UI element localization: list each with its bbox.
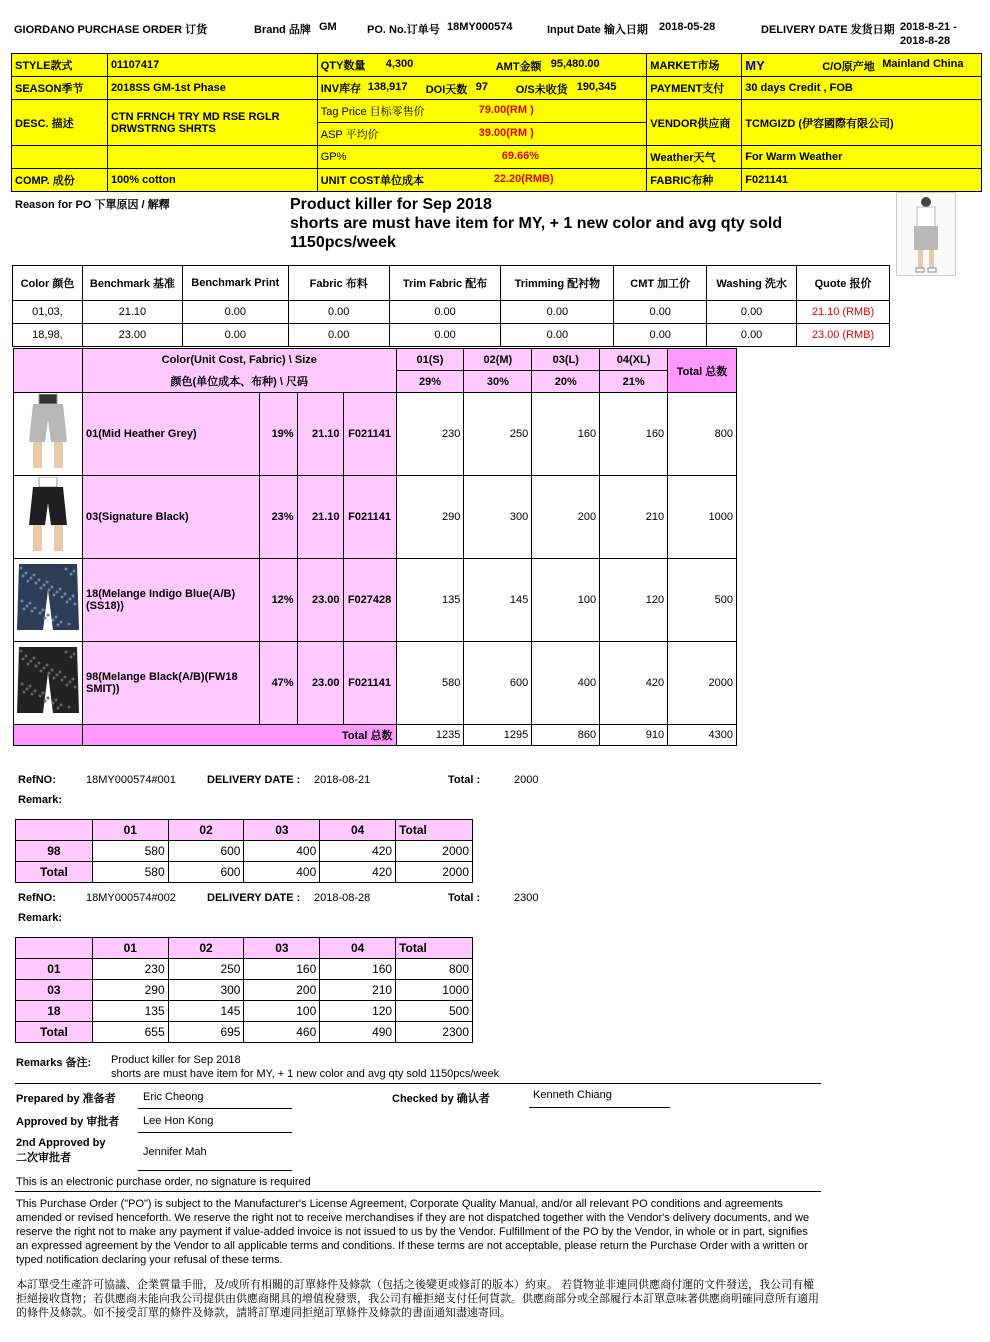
delivery-header-row [16,820,473,841]
swatch-cell [14,476,83,559]
swatch-cell [14,642,83,725]
matrix-row [14,559,737,642]
delivery-cell: 600 [168,862,244,883]
qty-value: 4,300 [385,58,414,70]
gp-value: 69.66% [501,150,540,162]
shorts-icon [15,643,81,723]
matrix-fabric: F021141 [343,476,396,559]
benchmark-cell: 18,98, [13,324,83,347]
benchmark-header: Color 颜色 [13,266,83,301]
matrix-unit-cost: 21.10 [297,476,343,559]
empty-cell [16,938,93,959]
approved-label: Approved by 审批者 [16,1116,120,1128]
matrix-qty-cell: 400 [532,642,600,725]
delivery-row-label: 03 [16,980,93,1001]
style-value: 01107417 [107,54,317,77]
benchmark-cell: 23.00 (RMB) [797,324,890,347]
benchmark-row [13,324,890,347]
delivery-col-header: 02 [168,938,244,959]
po-label: PO. No.订单号 [367,24,440,36]
delivery-cell: 500 [396,1001,473,1022]
matrix-color-pct: 23% [259,476,297,559]
matrix-qty-cell: 290 [396,476,464,559]
delivery-row-label: 98 [16,841,93,862]
total-header: Total 总数 [668,349,737,393]
po-number: 18MY000574 [447,21,513,33]
terms-chinese: 本訂單受生產許可協議、企業質量手冊，及/或所有相關的訂單條件及條款（包括之後變更或修訂的版本）約束。 若貨物並非連同供應商付運的文件發送，我公司有權拒絕接收貨物；若供應商未能向我公司提供由供應商開具的增值稅發票，我公司有權拒絕支付任何貨款。供應商部分或全部履行本訂單意味著供應商明確同意所有適用的條件及條款。如不接受訂單的條件及條款，請將訂單連同拒絕訂單條件及條款的書面通知盡速寄回。 [16,1279,819,1319]
matrix-qty-cell: 250 [464,393,532,476]
delivery-col-header: 02 [168,820,244,841]
brand-value: GM [319,21,337,33]
checked-value: Kenneth Chiang [533,1089,612,1101]
matrix-qty-cell: 210 [600,476,668,559]
qty-label: QTY数量 [320,60,366,72]
delivery-total: 2300 [514,892,539,904]
delivery-col-header: 03 [244,938,320,959]
sum-cell: 1235 [396,725,464,746]
size-ratio: 29% [396,371,464,393]
input-date-label: Input Date 输入日期 [547,24,648,36]
benchmark-cell: 0.00 [288,301,389,324]
benchmark-cell: 0.00 [182,301,288,324]
remarks-label: Remarks 备注: [16,1057,92,1069]
delivery-total: 2000 [514,774,539,786]
sum-cell: 4300 [668,725,737,746]
delivery-cell: 655 [92,1022,168,1043]
origin-value: Mainland China [882,58,964,70]
delivery-row [16,980,473,1001]
size-ratio: 21% [600,371,668,393]
delivery-cell: 230 [92,959,168,980]
delivery-cell: 200 [244,980,320,1001]
benchmark-cell: 0.00 [614,324,707,347]
inv-label: INV库存 [320,83,362,95]
benchmark-cell: 0.00 [614,301,707,324]
market-label: MARKET市场 [647,54,742,77]
delivery-row-label: Total [16,862,93,883]
benchmark-cell: 01,03, [13,301,83,324]
size-ratio: 30% [464,371,532,393]
benchmark-cell: 0.00 [707,324,797,347]
delivery-col-header: 04 [320,820,396,841]
origin-label: C/O原产地 [822,61,875,73]
matrix-qty-cell: 200 [532,476,600,559]
qty-amt-cell [317,54,647,77]
unit-cost-label: UNIT COST单位成本 [320,175,425,187]
fabric-label: FABRIC布种 [647,169,742,192]
delivery-cell: 1000 [396,980,473,1001]
gp-cell [317,146,647,169]
shorts-icon [15,477,81,557]
delivery-label: DELIVERY DATE : [207,892,301,904]
matrix-fabric: F027428 [343,559,396,642]
benchmark-cell: 0.00 [501,301,614,324]
delivery-date-label: DELIVERY DATE 发货日期 [761,24,895,36]
delivery-col-header: Total [396,938,473,959]
delivery-col-header: 01 [92,820,168,841]
second-approved-value: Jennifer Mah [143,1146,207,1158]
delivery-cell: 2000 [396,862,473,883]
delivery-col-header: Total [396,820,473,841]
matrix-qty-cell: 300 [464,476,532,559]
delivery-row [16,1022,473,1043]
delivery-row [16,959,473,980]
second-approved-label-zh: 二次审批者 [16,1152,71,1164]
signature-line [529,1107,670,1108]
matrix-row-total: 1000 [668,476,737,559]
vendor-value: TCMGIZD (伊容國際有限公司) [742,100,982,146]
asp-cell [317,123,647,146]
empty-cell [14,725,83,746]
delivery-cell: 460 [244,1022,320,1043]
delivery-row-label: 01 [16,959,93,980]
doi-label: DOI天数 [425,84,468,96]
matrix-head-zh: 颜色(单位成本、布种) \ 尺码 [82,371,396,393]
remarks-line: Product killer for Sep 2018 [111,1054,241,1066]
season-label: SEASON季节 [12,77,108,100]
reason-line: 1150pcs/week [290,234,396,251]
season-value: 2018SS GM-1st Phase [107,77,317,100]
desc-value: CTN FRNCH TRY MD RSE RGLR DRWSTRNG SHRTS [107,100,317,146]
po-info-table [11,53,982,192]
benchmark-table [12,265,890,347]
benchmark-cell: 23.00 [82,324,182,347]
benchmark-header: Benchmark 基准 [82,266,182,301]
size-header: 04(XL) [600,349,668,371]
signature-line [138,1132,292,1133]
matrix-color-name: 01(Mid Heather Grey) [82,393,259,476]
delivery-cell: 580 [92,841,168,862]
matrix-qty-cell: 600 [464,642,532,725]
delivery-cell: 800 [396,959,473,980]
benchmark-cell: 0.00 [707,301,797,324]
delivery-cell: 420 [320,841,396,862]
electronic-note: This is an electronic purchase order, no signature is required [16,1176,311,1188]
matrix-qty-cell: 160 [600,393,668,476]
amt-value: 95,480.00 [550,58,600,70]
prepared-value: Eric Cheong [143,1091,204,1103]
shorts-icon [15,394,81,474]
unit-cost-cell [317,169,647,192]
delivery-total-label: Total : [448,774,481,786]
asp-label: ASP 平均价 [320,129,379,141]
delivery-value: 2018-08-28 [314,892,371,904]
empty-cell [107,146,317,169]
size-header: 02(M) [464,349,532,371]
remarks-line: shorts are must have item for MY, + 1 new color and avg qty sold 1150pcs/week [111,1068,500,1080]
delivery-row [16,862,473,883]
ref-value: 18MY000574#002 [86,892,176,904]
shorts-model-icon [897,193,955,275]
delivery-row-label: 18 [16,1001,93,1022]
matrix-qty-cell: 100 [532,559,600,642]
delivery-label: DELIVERY DATE : [207,774,301,786]
matrix-qty-cell: 230 [396,393,464,476]
delivery-value: 2018-08-21 [314,774,371,786]
delivery-table-1 [15,819,473,883]
size-ratio: 20% [532,371,600,393]
matrix-row-total: 800 [668,393,737,476]
matrix-color-pct: 47% [259,642,297,725]
doi-value: 97 [475,81,488,93]
sum-label: Total 总数 [82,725,396,746]
product-photo [896,192,956,276]
delivery-cell: 145 [168,1001,244,1022]
weather-label: Weather天气 [647,146,742,169]
brand-label: Brand 品牌 [254,24,311,36]
delivery-cell: 100 [244,1001,320,1022]
style-label: STYLE款式 [12,54,108,77]
checked-label: Checked by 确认者 [392,1093,490,1105]
terms-english: This Purchase Order ("PO") is subject to the Manufacturer's License Agreement, Corporate Quality Manual, and/or all relevant PO conditions and agreements amended or revised henceforth. We reserve the right not to receive merchandises if they are not dispatched together with the Vendor's delivery documents, and we reserve the right not to make any payment if value-added invoice is not issued to us by the Vendor. Fulfillment of the PO by the Vendor, in whole or in part, signifies an expressed agreement by the Vendor to all applicable terms and conditions. If these terms are not acceptable, please return the Purchase Order with a written or typed notification declaring your refusal of these terms. [16,1198,810,1266]
empty-cell [12,146,108,169]
empty-cell [16,820,93,841]
delivery-cell: 695 [168,1022,244,1043]
remark-label: Remark: [18,912,63,924]
ref-label: RefNO: [18,774,56,786]
delivery-row [16,841,473,862]
matrix-qty-cell: 145 [464,559,532,642]
benchmark-cell: 21.10 (RMB) [797,301,890,324]
delivery-row-label: Total [16,1022,93,1043]
matrix-color-pct: 12% [259,559,297,642]
matrix-color-name: 18(Melange Indigo Blue(A/B)(SS18)) [82,559,259,642]
market-value: MY [745,57,765,73]
size-header: 01(S) [396,349,464,371]
matrix-color-name: 98(Melange Black(A/B)(FW18 SMIT)) [82,642,259,725]
delivery-cell: 420 [320,862,396,883]
desc-label: DESC. 描述 [12,100,108,146]
matrix-row [14,642,737,725]
reason-line: Product killer for Sep 2018 [290,196,492,213]
input-date: 2018-05-28 [659,21,716,33]
matrix-head: Color(Unit Cost, Fabric) \ Size [82,349,396,371]
benchmark-header: Benchmark Print [182,266,288,301]
vendor-label: VENDOR供应商 [647,100,742,146]
matrix-fabric: F021141 [343,642,396,725]
delivery-col-header: 01 [92,938,168,959]
delivery-cell: 2000 [396,841,473,862]
matrix-row [14,393,737,476]
matrix-unit-cost: 23.00 [297,559,343,642]
benchmark-cell: 0.00 [389,324,501,347]
matrix-unit-cost: 21.10 [297,393,343,476]
payment-label: PAYMENT支付 [647,77,742,100]
unit-cost-value: 22.20(RMB) [493,173,554,185]
approved-value: Lee Hon Kong [143,1115,214,1127]
divider [15,1191,821,1192]
divider [15,1083,821,1084]
delivery-header-row [16,938,473,959]
matrix-color-name: 03(Signature Black) [82,476,259,559]
swatch-cell [14,393,83,476]
ref-label: RefNO: [18,892,56,904]
tag-value: 79.00(RM ) [478,104,534,116]
second-approved-label: 2nd Approved by [16,1137,106,1149]
reason-label: Reason for PO 下單原因 / 解釋 [15,199,170,211]
signature-line [138,1170,292,1171]
size-matrix-table [13,348,737,746]
delivery-col-header: 03 [244,820,320,841]
matrix-qty-cell: 160 [532,393,600,476]
delivery-date-end: 2018-8-28 [900,35,951,47]
amt-label: AMT金额 [495,61,542,73]
company-title: GIORDANO PURCHASE ORDER 订货 [14,24,208,36]
tag-price-cell [317,100,647,123]
delivery-total-label: Total : [448,892,481,904]
delivery-cell: 600 [168,841,244,862]
benchmark-header-row [13,266,890,301]
benchmark-header: Trimming 配衬物 [501,266,614,301]
comp-value: 100% cotton [107,169,317,192]
matrix-row-total: 2000 [668,642,737,725]
sum-cell: 860 [532,725,600,746]
delivery-cell: 210 [320,980,396,1001]
delivery-cell: 580 [92,862,168,883]
matrix-qty-cell: 420 [600,642,668,725]
gp-label: GP% [320,151,347,163]
sum-cell: 1295 [464,725,532,746]
remark-label: Remark: [18,794,63,806]
benchmark-header: CMT 加工价 [614,266,707,301]
payment-value: 30 days Credit , FOB [742,77,982,100]
delivery-row [16,1001,473,1022]
matrix-qty-cell: 135 [396,559,464,642]
market-origin-cell [742,54,982,77]
os-label: O/S未收货 [515,84,568,96]
benchmark-cell: 0.00 [501,324,614,347]
benchmark-header: Quote 报价 [797,266,890,301]
matrix-qty-cell: 120 [600,559,668,642]
matrix-color-pct: 19% [259,393,297,476]
swatch-cell [14,559,83,642]
inventory-cell [317,77,647,100]
fabric-value: F021141 [742,169,982,192]
benchmark-cell: 0.00 [288,324,389,347]
tag-label: Tag Price 目标零售价 [320,106,425,118]
prepared-label: Prepared by 准备者 [16,1093,116,1105]
shorts-icon [15,560,81,640]
delivery-cell: 290 [92,980,168,1001]
delivery-cell: 160 [244,959,320,980]
comp-label: COMP. 成份 [12,169,108,192]
delivery-cell: 2300 [396,1022,473,1043]
asp-value: 39.00(RM ) [478,127,534,139]
delivery-date-start: 2018-8-21 - [900,21,957,33]
delivery-cell: 250 [168,959,244,980]
image-header [14,371,83,393]
size-header: 03(L) [532,349,600,371]
matrix-unit-cost: 23.00 [297,642,343,725]
delivery-cell: 135 [92,1001,168,1022]
benchmark-row [13,301,890,324]
reason-text [290,195,782,252]
delivery-cell: 300 [168,980,244,1001]
benchmark-header: Washing 洗水 [707,266,797,301]
delivery-cell: 400 [244,841,320,862]
benchmark-cell: 0.00 [182,324,288,347]
benchmark-cell: 0.00 [389,301,501,324]
benchmark-header: Trim Fabric 配布 [389,266,501,301]
benchmark-header: Fabric 布料 [288,266,389,301]
signature-line [138,1108,292,1109]
benchmark-cell: 21.10 [82,301,182,324]
matrix-row-total: 500 [668,559,737,642]
weather-value: For Warm Weather [742,146,982,169]
delivery-cell: 120 [320,1001,396,1022]
delivery-table-2 [15,937,473,1043]
inv-value: 138,917 [367,81,408,93]
matrix-row [14,476,737,559]
delivery-cell: 160 [320,959,396,980]
sum-cell: 910 [600,725,668,746]
matrix-fabric: F021141 [343,393,396,476]
delivery-cell: 490 [320,1022,396,1043]
image-header [14,349,83,371]
delivery-col-header: 04 [320,938,396,959]
ref-value: 18MY000574#001 [86,774,176,786]
delivery-cell: 400 [244,862,320,883]
os-value: 190,345 [576,81,617,93]
reason-line: shorts are must have item for MY, + 1 new color and avg qty sold [290,215,783,232]
matrix-qty-cell: 580 [396,642,464,725]
